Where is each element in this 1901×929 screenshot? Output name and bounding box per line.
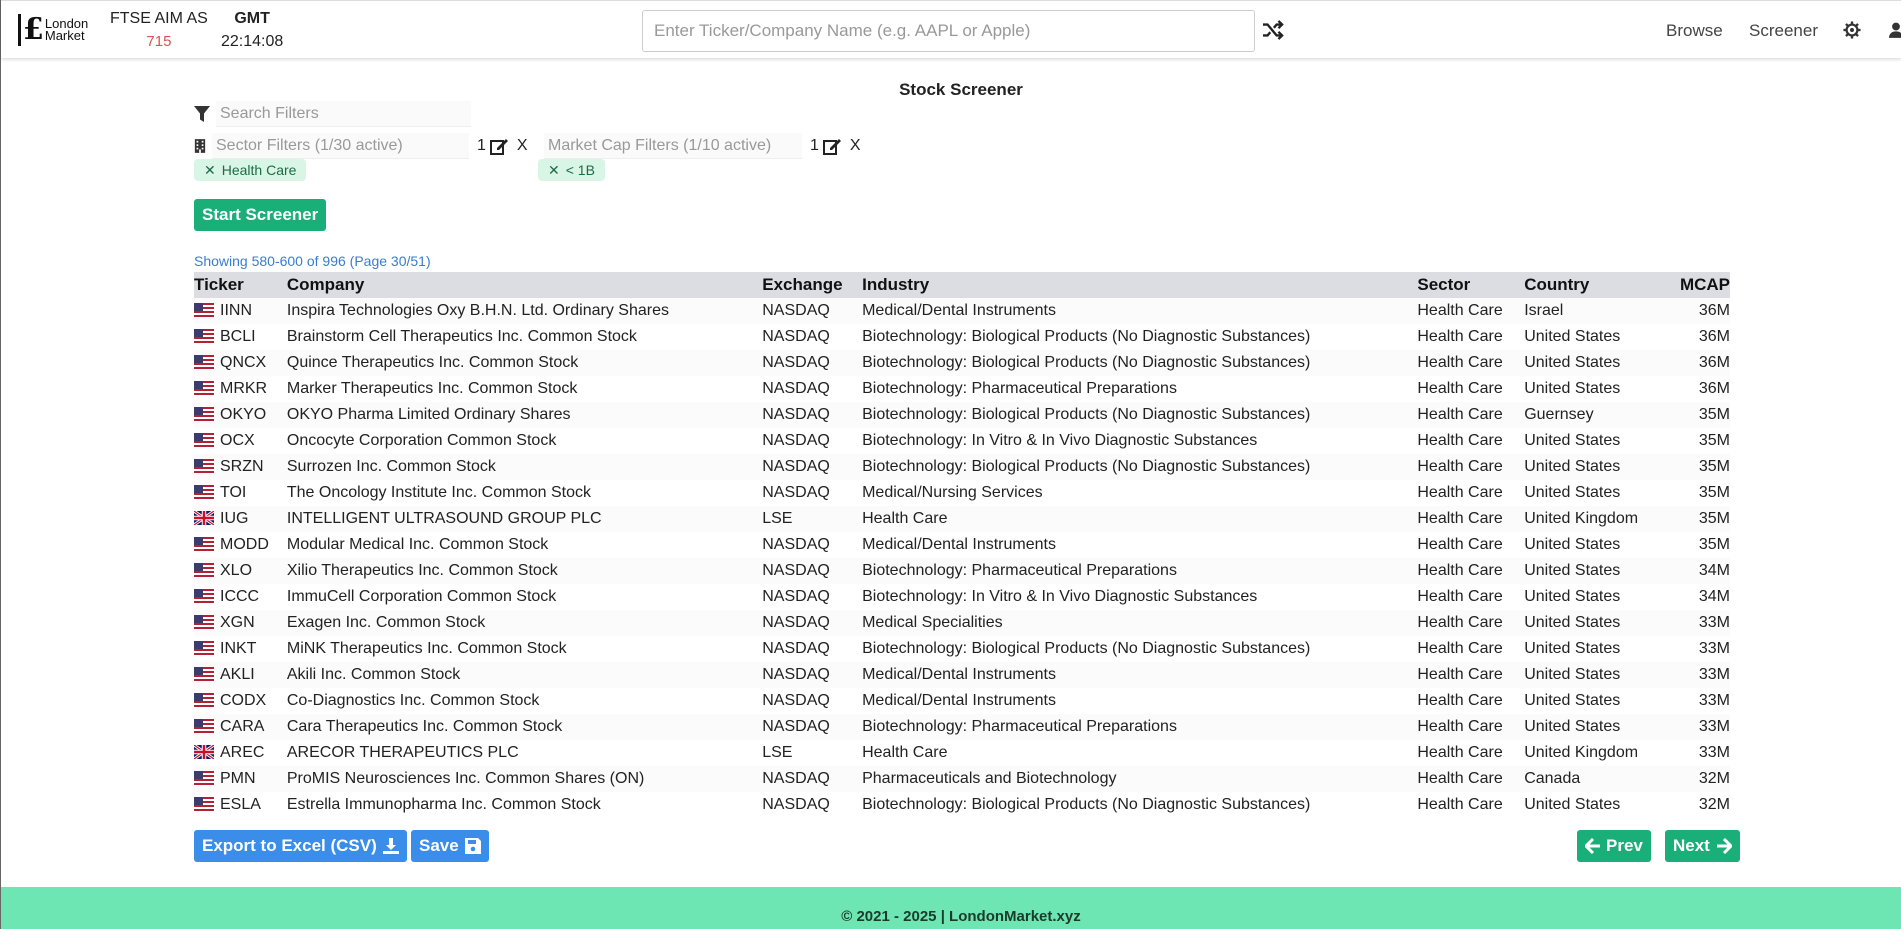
cell-exchange: NASDAQ [762, 666, 830, 683]
column-header-industry[interactable]: Industry [862, 275, 930, 294]
cell-sector: Health Care [1417, 406, 1503, 423]
cell-country: United States [1524, 692, 1621, 709]
save-icon [465, 838, 481, 854]
edit-icon[interactable] [490, 137, 508, 155]
nav-screener-link[interactable]: Screener [1749, 21, 1818, 40]
us-flag-icon [194, 693, 214, 707]
cell-country: United States [1524, 380, 1621, 397]
cell-industry: Biotechnology: In Vitro & In Vivo Diagnostic Substances [862, 588, 1258, 605]
cell-industry: Biotechnology: Biological Products (No Diagnostic Substances) [862, 406, 1311, 423]
building-icon [194, 137, 206, 155]
page-title: Stock Screener [899, 80, 1023, 99]
ticker-link[interactable]: QNCX [220, 354, 267, 371]
cell-ticker[interactable] [194, 298, 287, 324]
clock-timezone: GMT [234, 10, 270, 27]
next-page-button[interactable] [1665, 830, 1740, 862]
cell-mcap: 33M [1698, 692, 1730, 709]
sector-filter-input[interactable] [212, 133, 469, 159]
ticker-link[interactable]: XLO [220, 562, 253, 579]
cell-company[interactable]: Estrella Immunopharma Inc. Common Stock [286, 796, 601, 813]
results-table [194, 272, 1730, 818]
table-body [194, 298, 1730, 818]
cell-exchange: NASDAQ [762, 406, 830, 423]
cell-country: United States [1524, 666, 1621, 683]
ticker-link[interactable]: CODX [220, 692, 267, 709]
cell-company[interactable]: Xilio Therapeutics Inc. Common Stock [286, 562, 558, 579]
cell-sector: Health Care [1417, 302, 1503, 319]
cell-company[interactable]: MiNK Therapeutics Inc. Common Stock [286, 640, 567, 657]
save-button[interactable] [411, 830, 489, 862]
mcap-filter-count: 1 [810, 137, 819, 154]
user-icon[interactable] [1889, 21, 1901, 39]
cell-industry: Biotechnology: Biological Products (No Diagnostic Substances) [862, 640, 1311, 657]
market-clock [221, 10, 283, 51]
table-row[interactable] [194, 324, 1730, 350]
us-flag-icon [194, 719, 214, 733]
cell-industry: Biotechnology: In Vitro & In Vivo Diagnostic Substances [862, 432, 1258, 449]
chip-label: Health Care [221, 162, 297, 178]
footer-copyright: © 2021 - 2025 | LondonMarket.xyz [841, 908, 1081, 925]
next-label: Next [1673, 836, 1710, 855]
cell-ticker[interactable] [194, 324, 287, 350]
mcap-filter-row [544, 133, 861, 159]
table-row[interactable] [194, 792, 1730, 818]
cell-exchange: LSE [762, 510, 793, 527]
cell-sector: Health Care [1417, 614, 1503, 631]
table-row[interactable] [194, 506, 1730, 532]
table-row[interactable] [194, 532, 1730, 558]
table-row[interactable] [194, 298, 1730, 324]
cell-industry: Medical Specialities [862, 614, 1003, 631]
cell-mcap: 33M [1698, 640, 1730, 657]
sector-filter-row [194, 133, 528, 159]
us-flag-icon [194, 303, 214, 317]
close-icon[interactable]: ✕ [204, 161, 216, 178]
cell-exchange: NASDAQ [762, 484, 830, 501]
cell-ticker[interactable] [194, 636, 287, 662]
cell-industry: Medical/Nursing Services [862, 484, 1043, 501]
edit-icon[interactable] [823, 137, 841, 155]
cell-sector: Health Care [1417, 536, 1503, 553]
ticker-link[interactable]: CARA [220, 718, 265, 735]
cell-company[interactable]: Modular Medical Inc. Common Stock [286, 536, 549, 553]
cell-country: United States [1524, 536, 1621, 553]
cell-industry: Health Care [862, 744, 948, 761]
cell-exchange: NASDAQ [762, 536, 830, 553]
cell-sector: Health Care [1417, 796, 1503, 813]
cell-country: Guernsey [1524, 406, 1594, 423]
cell-company[interactable]: Surrozen Inc. Common Stock [286, 458, 496, 475]
cell-country: Canada [1524, 770, 1581, 787]
cell-ticker[interactable] [194, 376, 287, 402]
cell-exchange: NASDAQ [762, 614, 830, 631]
cell-mcap: 33M [1698, 666, 1730, 683]
table-row[interactable] [194, 662, 1730, 688]
sector-filter-count: 1 [477, 137, 486, 154]
cell-sector: Health Care [1417, 744, 1503, 761]
cell-exchange: NASDAQ [762, 302, 830, 319]
cell-ticker[interactable] [194, 766, 287, 792]
cell-ticker[interactable] [194, 584, 287, 610]
export-csv-button[interactable] [194, 830, 407, 862]
cell-sector: Health Care [1417, 510, 1503, 527]
cell-industry: Biotechnology: Biological Products (No Diagnostic Substances) [862, 354, 1311, 371]
start-screener-button[interactable]: Start Screener [194, 199, 326, 231]
cell-ticker[interactable] [194, 688, 287, 714]
cell-mcap: 32M [1698, 796, 1730, 813]
cell-company[interactable]: Exagen Inc. Common Stock [286, 614, 486, 631]
cell-exchange: NASDAQ [762, 458, 830, 475]
cell-company[interactable]: The Oncology Institute Inc. Common Stock [286, 484, 592, 501]
cell-sector: Health Care [1417, 354, 1503, 371]
cell-mcap: 36M [1698, 302, 1730, 319]
cell-company[interactable]: ProMIS Neurosciences Inc. Common Shares (ON) [286, 770, 645, 787]
cell-ticker[interactable] [194, 454, 287, 480]
cell-sector: Health Care [1417, 588, 1503, 605]
ticker-link[interactable]: ESLA [220, 796, 261, 813]
column-header-exchange[interactable]: Exchange [762, 275, 843, 294]
uk-flag-icon [194, 511, 214, 525]
cell-exchange: NASDAQ [762, 770, 830, 787]
cell-ticker[interactable] [194, 480, 287, 506]
cell-company[interactable]: INTELLIGENT ULTRASOUND GROUP PLC [286, 510, 602, 527]
cell-country: United States [1524, 796, 1621, 813]
column-header-mcap[interactable]: MCAP [1679, 275, 1730, 294]
cell-industry: Biotechnology: Pharmaceutical Preparations [862, 380, 1177, 397]
clock-time: 22:14:08 [221, 33, 284, 50]
cell-country: United States [1524, 458, 1621, 475]
ticker-link[interactable]: AKLI [220, 666, 255, 683]
cell-country: United States [1524, 484, 1621, 501]
cell-mcap: 35M [1698, 484, 1730, 501]
cell-exchange: NASDAQ [762, 796, 830, 813]
table-row[interactable] [194, 480, 1730, 506]
cell-company[interactable]: Cara Therapeutics Inc. Common Stock [286, 718, 563, 735]
cell-exchange: LSE [762, 744, 793, 761]
cell-sector: Health Care [1417, 770, 1503, 787]
table-row[interactable] [194, 428, 1730, 454]
ticker-link[interactable]: ICCC [220, 588, 260, 605]
sector-chip-health-care[interactable] [194, 159, 306, 181]
cell-country: United States [1524, 588, 1621, 605]
cell-exchange: NASDAQ [762, 718, 830, 735]
index-ticker[interactable] [110, 10, 208, 50]
us-flag-icon [194, 667, 214, 681]
top-navbar [1, 0, 1901, 58]
cell-mcap: 36M [1698, 354, 1730, 371]
logo-text [45, 18, 88, 42]
logo-line-1: London [44, 16, 89, 31]
prev-label: Prev [1606, 836, 1643, 855]
cell-sector: Health Care [1417, 432, 1503, 449]
logo-line-2: Market [44, 28, 85, 43]
cell-ticker[interactable] [194, 662, 287, 688]
gear-icon[interactable] [1843, 21, 1861, 39]
cell-country: United Kingdom [1524, 744, 1639, 761]
table-row[interactable] [194, 454, 1730, 480]
shuffle-icon[interactable] [1262, 20, 1284, 40]
chip-label: < 1B [565, 162, 595, 178]
us-flag-icon [194, 615, 214, 629]
cell-country: Israel [1524, 302, 1564, 319]
us-flag-icon [194, 407, 214, 421]
download-icon [383, 838, 399, 854]
cell-mcap: 34M [1698, 562, 1730, 579]
cell-mcap: 36M [1698, 380, 1730, 397]
cell-ticker[interactable] [194, 428, 287, 454]
cell-company[interactable]: Marker Therapeutics Inc. Common Stock [286, 380, 578, 397]
results-summary: Showing 580-600 of 996 (Page 30/51) [194, 253, 431, 269]
cell-sector: Health Care [1417, 666, 1503, 683]
cell-industry: Medical/Dental Instruments [862, 666, 1056, 683]
export-csv-label: Export to Excel (CSV) [202, 836, 377, 855]
table-row[interactable] [194, 376, 1730, 402]
cell-company[interactable]: Quince Therapeutics Inc. Common Stock [286, 354, 579, 371]
cell-mcap: 36M [1698, 328, 1730, 345]
table-row[interactable] [194, 766, 1730, 792]
cell-ticker[interactable] [194, 402, 287, 428]
ticker-link[interactable]: PMN [220, 770, 256, 787]
table-row[interactable] [194, 610, 1730, 636]
site-logo[interactable] [18, 14, 88, 46]
cell-country: United States [1524, 328, 1621, 345]
ticker-link[interactable]: OCX [220, 432, 255, 449]
cell-country: United Kingdom [1524, 510, 1639, 527]
us-flag-icon [194, 381, 214, 395]
ticker-link[interactable]: OKYO [220, 406, 267, 423]
table-row[interactable] [194, 350, 1730, 376]
cell-exchange: NASDAQ [762, 562, 830, 579]
cell-company[interactable]: Inspira Technologies Oxy B.H.N. Ltd. Ordinary Shares [286, 302, 669, 319]
cell-exchange: NASDAQ [762, 640, 830, 657]
save-label: Save [419, 836, 459, 855]
cell-industry: Pharmaceuticals and Biotechnology [862, 770, 1117, 787]
cell-mcap: 35M [1698, 458, 1730, 475]
cell-company[interactable]: Brainstorm Cell Therapeutics Inc. Common Stock [286, 328, 637, 345]
cell-exchange: NASDAQ [762, 432, 830, 449]
ticker-link[interactable]: BCLI [220, 328, 256, 345]
table-row[interactable] [194, 636, 1730, 662]
cell-mcap: 35M [1698, 406, 1730, 423]
cell-ticker[interactable] [194, 610, 287, 636]
cell-industry: Biotechnology: Biological Products (No Diagnostic Substances) [862, 796, 1311, 813]
table-row[interactable] [194, 740, 1730, 766]
cell-company[interactable]: Akili Inc. Common Stock [286, 666, 461, 683]
table-row[interactable] [194, 584, 1730, 610]
sector-filter-clear-button[interactable]: X [516, 137, 528, 154]
ticker-search-input[interactable] [642, 10, 1255, 52]
table-row[interactable] [194, 402, 1730, 428]
cell-ticker[interactable] [194, 350, 287, 376]
cell-mcap: 35M [1698, 432, 1730, 449]
column-header-company[interactable]: Company [286, 275, 365, 294]
ticker-link[interactable]: TOI [220, 484, 247, 501]
cell-exchange: NASDAQ [762, 354, 830, 371]
cell-sector: Health Care [1417, 380, 1503, 397]
ticker-link[interactable]: MRKR [220, 380, 268, 397]
cell-mcap: 35M [1698, 510, 1730, 527]
arrow-left-icon [1585, 838, 1601, 854]
cell-company[interactable]: ImmuCell Corporation Common Stock [286, 588, 557, 605]
ticker-link[interactable]: MODD [220, 536, 269, 553]
cell-country: United States [1524, 640, 1621, 657]
ticker-link[interactable]: AREC [220, 744, 265, 761]
close-icon[interactable]: ✕ [548, 161, 560, 178]
us-flag-icon [194, 485, 214, 499]
logo-symbol: £ [18, 14, 44, 46]
cell-ticker[interactable] [194, 506, 287, 532]
cell-industry: Biotechnology: Biological Products (No Diagnostic Substances) [862, 458, 1311, 475]
cell-sector: Health Care [1417, 692, 1503, 709]
cell-country: United States [1524, 614, 1621, 631]
mcap-filter-input[interactable] [544, 133, 802, 159]
index-name: FTSE AIM AS [110, 10, 208, 27]
table-row[interactable] [194, 558, 1730, 584]
cell-company[interactable]: Co-Diagnostics Inc. Common Stock [286, 692, 540, 709]
search-filters-row [194, 101, 471, 127]
us-flag-icon [194, 771, 214, 785]
table-header-row [194, 272, 1730, 298]
nav-browse-link[interactable]: Browse [1666, 21, 1723, 40]
cell-industry: Medical/Dental Instruments [862, 692, 1056, 709]
us-flag-icon [194, 537, 214, 551]
cell-ticker[interactable] [194, 532, 287, 558]
us-flag-icon [194, 329, 214, 343]
us-flag-icon [194, 641, 214, 655]
cell-country: United States [1524, 718, 1621, 735]
us-flag-icon [194, 433, 214, 447]
cell-industry: Biotechnology: Pharmaceutical Preparations [862, 718, 1177, 735]
us-flag-icon [194, 797, 214, 811]
cell-sector: Health Care [1417, 484, 1503, 501]
cell-industry: Biotechnology: Pharmaceutical Preparations [862, 562, 1177, 579]
cell-ticker[interactable] [194, 558, 287, 584]
cell-mcap: 34M [1698, 588, 1730, 605]
ticker-link[interactable]: SRZN [220, 458, 264, 475]
ticker-link[interactable]: IUG [220, 510, 249, 527]
cell-sector: Health Care [1417, 718, 1503, 735]
column-header-sector[interactable]: Sector [1417, 275, 1471, 294]
filter-icon [194, 105, 210, 123]
cell-mcap: 33M [1698, 744, 1730, 761]
mcap-filter-clear-button[interactable]: X [849, 137, 861, 154]
us-flag-icon [194, 459, 214, 473]
prev-page-button[interactable] [1577, 830, 1651, 862]
arrow-right-icon [1716, 838, 1732, 854]
cell-exchange: NASDAQ [762, 692, 830, 709]
cell-mcap: 33M [1698, 718, 1730, 735]
cell-country: United States [1524, 354, 1621, 371]
cell-industry: Medical/Dental Instruments [862, 536, 1056, 553]
cell-exchange: NASDAQ [762, 588, 830, 605]
cell-company[interactable]: Oncocyte Corporation Common Stock [286, 432, 557, 449]
cell-country: United States [1524, 562, 1621, 579]
cell-industry: Health Care [862, 510, 948, 527]
cell-industry: Biotechnology: Biological Products (No Diagnostic Substances) [862, 328, 1311, 345]
table-row[interactable] [194, 714, 1730, 740]
cell-ticker[interactable] [194, 740, 287, 766]
cell-exchange: NASDAQ [762, 328, 830, 345]
cell-exchange: NASDAQ [762, 380, 830, 397]
cell-sector: Health Care [1417, 640, 1503, 657]
cell-company[interactable]: OKYO Pharma Limited Ordinary Shares [286, 406, 571, 423]
cell-ticker[interactable] [194, 714, 287, 740]
cell-country: United States [1524, 432, 1621, 449]
search-filters-input[interactable] [216, 101, 471, 127]
us-flag-icon [194, 589, 214, 603]
column-header-ticker[interactable]: Ticker [194, 275, 244, 294]
cell-sector: Health Care [1417, 328, 1503, 345]
cell-mcap: 35M [1698, 536, 1730, 553]
cell-sector: Health Care [1417, 562, 1503, 579]
cell-company[interactable]: ARECOR THERAPEUTICS PLC [286, 744, 519, 761]
uk-flag-icon [194, 745, 214, 759]
cell-ticker[interactable] [194, 792, 287, 818]
mcap-chip-under-1b[interactable] [538, 159, 605, 181]
cell-mcap: 32M [1698, 770, 1730, 787]
us-flag-icon [194, 563, 214, 577]
ticker-link[interactable]: INKT [220, 640, 257, 657]
index-value: 715 [146, 33, 172, 50]
cell-sector: Health Care [1417, 458, 1503, 475]
us-flag-icon [194, 355, 214, 369]
column-header-country[interactable]: Country [1524, 275, 1590, 294]
table-row[interactable] [194, 688, 1730, 714]
ticker-link[interactable]: XGN [220, 614, 255, 631]
cell-mcap: 33M [1698, 614, 1730, 631]
cell-industry: Medical/Dental Instruments [862, 302, 1056, 319]
ticker-link[interactable]: IINN [220, 302, 252, 319]
